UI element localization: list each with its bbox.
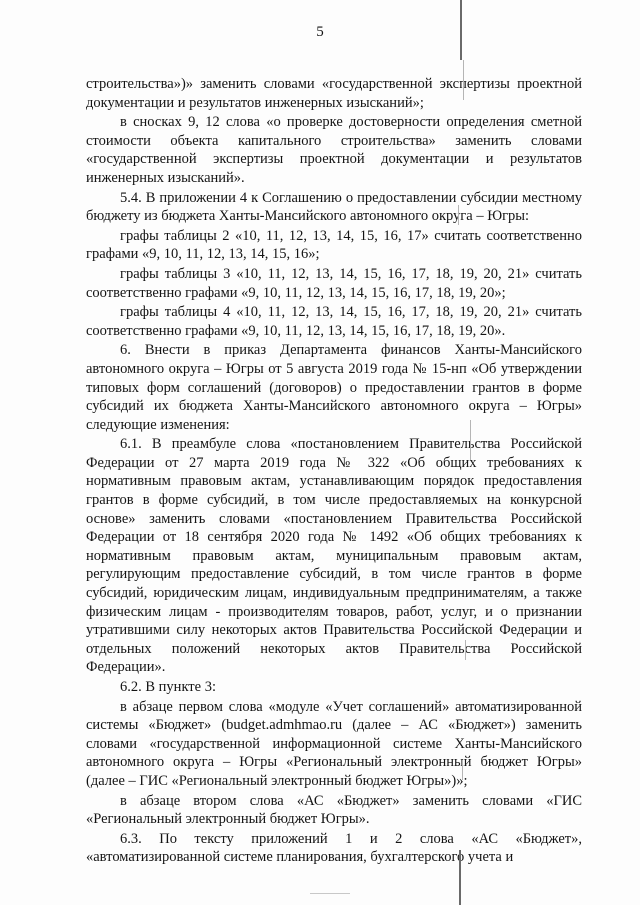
document-body (86, 75, 582, 868)
page-number: 5 (316, 24, 324, 40)
paragraph-5-4: 5.4. В приложении 4 к Соглашению о предоставлении субсидии местному бюджету из бюджета Ханты-Мансийского автономного округа – Югры: (86, 189, 582, 225)
scan-artifact-speck (310, 893, 350, 894)
paragraph-6-1: 6.1. В преамбуле слова «постановлением Правительства Российской Федерации от 27 марта 2019 года № 322 «Об общих требованиях к нормативным правовым актам, устанавливающим порядок предоставления грантов в форме субсидий, в том числе предоставляемых на конкурсной основе» заменить словами «постановлением Правительства Российской Федерации от 18 сентября 2020 года № 1492 «Об общих требованиях к нормативным правовым актам, муниципальным правовым актам, регулирующим предоставление субсидий, в том числе грантов в форме субсидий, юридическим лицам, индивидуальным предпринимателям, а также физическим лицам - производителям товаров, работ, услуг, и о признании утратившими силу некоторых актов Правительства Российской Федерации и отдельных положений некоторых актов Правительства Российской Федерации». (86, 436, 582, 676)
paragraph-table-3: графы таблицы 3 «10, 11, 12, 13, 14, 15, 16, 17, 18, 19, 20, 21» считать соответственно графами «9, 10, 11, 12, 13, 14, 15, 16, 17, 18, 19, 20»; (86, 265, 582, 301)
paragraph-6-2: 6.2. В пункте 3: (120, 679, 216, 695)
scan-artifact-line (460, 0, 462, 60)
paragraph-6-3: 6.3. По тексту приложений 1 и 2 слова «АС «Бюджет», «автоматизированной системе планирования, бухгалтерского учета и (86, 830, 582, 866)
scan-artifact-line (459, 850, 461, 905)
scan-artifact-line (463, 60, 464, 100)
paragraph-footnotes: в сносках 9, 12 слова «о проверке достоверности определения сметной стоимости объекта капитального строительства» заменить словами «государственной экспертизы проектной документации и результатов инженерных изысканий». (86, 114, 582, 186)
paragraph-6-2-second: в абзаце втором слова «АС «Бюджет» заменить словами «ГИС «Региональный электронный бюджет Югры». (86, 792, 582, 828)
scan-artifact-line (470, 420, 471, 460)
paragraph-table-2: графы таблицы 2 «10, 11, 12, 13, 14, 15, 16, 17» считать соответственно графами «9, 10, 11, 12, 13, 14, 15, 16»; (86, 227, 582, 263)
paragraph-continuation: строительства»)» заменить словами «государственной экспертизы проектной документации и результатов инженерных изысканий»; (86, 76, 582, 111)
paragraph-table-4: графы таблицы 4 «10, 11, 12, 13, 14, 15, 16, 17, 18, 19, 20, 21» считать соответственно графами «9, 10, 11, 12, 13, 14, 15, 16, 17, 18, 19, 20». (86, 304, 582, 339)
paragraph-6-2-first: в абзаце первом слова «модуле «Учет соглашений» автоматизированной системы «Бюджет» (budget.admhmao.ru (далее – АС «Бюджет») заменить словами «государственной информационной системе Ханты-Мансийского автономного округа – Югры «Региональный электронный бюджет Югры» (далее – ГИС «Региональный электронный бюджет Югры»)»; (86, 698, 582, 789)
scan-artifact-line (465, 640, 466, 660)
scan-artifact-line (462, 760, 463, 780)
paragraph-6: 6. Внести в приказ Департамента финансов Ханты-Мансийского автономного округа – Югры от 5 августа 2019 года № 15-нп «Об утверждении типовых форм соглашений (договоров) о предоставлении грантов в форме субсидий их бюджета Ханты-Мансийского автономного округа – Югры» следующие изменения: (86, 342, 582, 433)
scan-artifact-line (458, 205, 459, 225)
